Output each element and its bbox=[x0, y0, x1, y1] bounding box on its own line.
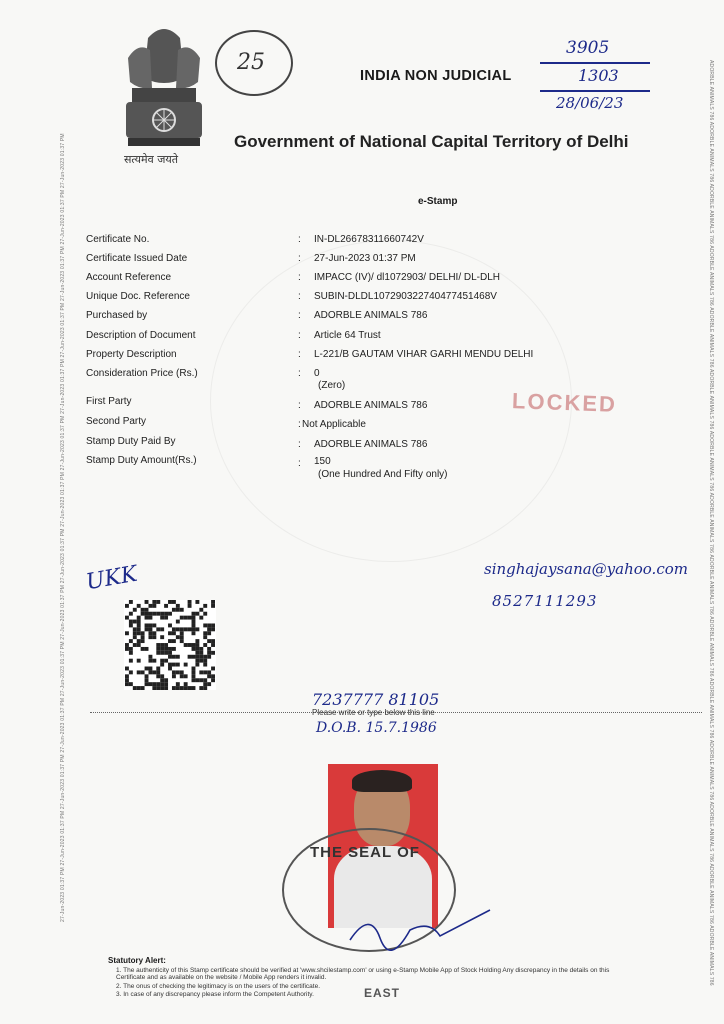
colon: : bbox=[298, 368, 301, 379]
field-label: Purchased by bbox=[86, 310, 148, 321]
field-value: SUBIN-DLDL107290322740477451468V bbox=[314, 291, 497, 302]
colon: : bbox=[298, 310, 301, 321]
field-label: Consideration Price (Rs.) bbox=[86, 368, 198, 379]
alert-item: 1. The authenticity of this Stamp certificate should be verified at 'www.shcilestamp.com' or using e-Stamp Mobile App of Stock Holding Any discrepancy in the details on this Certificate and as available on the website / Mobile App renders it invalid. bbox=[116, 967, 610, 981]
field-value: IMPACC (IV)/ dl1072903/ DELHI/ DL-DLH bbox=[314, 272, 500, 283]
handwritten-initials: UKK bbox=[84, 561, 140, 596]
circled-number: 25 bbox=[215, 30, 293, 96]
field-label: Stamp Duty Amount(Rs.) bbox=[86, 455, 197, 466]
locked-watermark: LOCKED bbox=[511, 388, 618, 417]
government-title: Government of National Capital Territory of Delhi bbox=[234, 132, 629, 151]
field-value: ADORBLE ANIMALS 786 bbox=[314, 310, 428, 321]
field-value: IN-DL26678311660742V bbox=[314, 234, 424, 245]
colon: : bbox=[298, 234, 301, 245]
field-label: Second Party bbox=[86, 416, 147, 427]
motto: सत्यमेव जयते bbox=[124, 153, 179, 166]
handwritten-line-1 bbox=[540, 62, 650, 64]
handwritten-phone: 8527111293 bbox=[492, 592, 598, 610]
handwritten-dob: D.O.B. 15.7.1986 bbox=[316, 720, 437, 736]
colon: : bbox=[298, 400, 301, 411]
field-label: Stamp Duty Paid By bbox=[86, 436, 176, 447]
field-value: 150 bbox=[314, 456, 331, 467]
handwritten-number-1: 3905 bbox=[566, 38, 610, 58]
side-strip-right: ADORBLE ANIMALS 786 ADORBLE ANIMALS 786 ADORBLE ANIMALS 786 ADORBLE ANIMALS 786 ADORBLE ANIMALS 786 ADORBLE ANIMALS 786 ADORBLE ANIMALS 786 ADORBLE ANIMALS 786 ADORBLE ANIMALS 786 ADORBLE ANIMALS 786 ADORBLE ANIMALS 786 ADORBLE ANIMALS 786 ADORBLE ANIMALS 786 ADORBLE ANIMALS 786 ADORBLE ANIMALS 786 bbox=[708, 60, 714, 986]
page-title: INDIA NON JUDICIAL bbox=[360, 68, 512, 84]
colon: : bbox=[298, 419, 301, 430]
field-label: First Party bbox=[86, 396, 132, 407]
field-value: ADORBLE ANIMALS 786 bbox=[314, 439, 428, 450]
colon: : bbox=[298, 330, 301, 341]
field-label: Description of Document bbox=[86, 330, 196, 341]
handwritten-number-2: 1303 bbox=[578, 66, 619, 85]
field-label: Certificate No. bbox=[86, 234, 150, 245]
colon: : bbox=[298, 272, 301, 283]
colon: : bbox=[298, 349, 301, 360]
field-value: Not Applicable bbox=[302, 419, 366, 430]
seal-stamp: THE SEAL OF bbox=[282, 828, 456, 952]
alert-title: Statutory Alert: bbox=[108, 956, 166, 965]
handwritten-email: singhajaysana@yahoo.com bbox=[484, 560, 688, 578]
field-value: Article 64 Trust bbox=[314, 330, 381, 341]
colon: : bbox=[298, 458, 301, 469]
handwritten-date: 28/06/23 bbox=[556, 94, 624, 112]
handwritten-mobile: 7237777 81105 bbox=[312, 690, 440, 709]
field-label: Unique Doc. Reference bbox=[86, 291, 190, 302]
doc-type-label: e-Stamp bbox=[418, 196, 458, 207]
write-hint: Please write or type below this line bbox=[312, 708, 435, 717]
field-value: 0 bbox=[314, 368, 320, 379]
alert-item: 3. In case of any discrepancy please inform the Competent Authority. bbox=[116, 991, 314, 998]
field-label: Account Reference bbox=[86, 272, 172, 283]
field-label: Property Description bbox=[86, 349, 177, 360]
field-value: L-221/B GAUTAM VIHAR GARHI MENDU DELHI bbox=[314, 349, 534, 360]
field-label: Certificate Issued Date bbox=[86, 253, 188, 264]
colon: : bbox=[298, 291, 301, 302]
bottom-stamp: EAST bbox=[364, 986, 401, 1000]
ashoka-emblem-icon bbox=[118, 18, 210, 160]
side-strip-left: 27-Jun-2023 01:37 PM 27-Jun-2023 01:37 PM 27-Jun-2023 01:37 PM 27-Jun-2023 01:37 PM 27-Jun-2023 01:37 PM 27-Jun-2023 01:37 PM 27-Jun-2023 01:37 PM 27-Jun-2023 01:37 PM 27-Jun-2023 01:37 PM 27-Jun-2023 01:37 PM 27-Jun-2023 01:37 PM 27-Jun-2023 01:37 PM 27-Jun-2023 01:37 PM 27-Jun-2023 01:37 PM bbox=[60, 133, 66, 922]
field-value-words: (One Hundred And Fifty only) bbox=[318, 469, 448, 480]
field-value: 27-Jun-2023 01:37 PM bbox=[314, 253, 416, 264]
qr-code bbox=[124, 600, 216, 690]
field-value-words: (Zero) bbox=[318, 380, 346, 391]
handwritten-line-2 bbox=[540, 90, 650, 92]
colon: : bbox=[298, 253, 301, 264]
colon: : bbox=[298, 439, 301, 450]
alert-item: 2. The onus of checking the legitimacy is on the users of the certificate. bbox=[116, 983, 321, 990]
signature-icon bbox=[340, 900, 500, 960]
field-value: ADORBLE ANIMALS 786 bbox=[314, 400, 428, 411]
